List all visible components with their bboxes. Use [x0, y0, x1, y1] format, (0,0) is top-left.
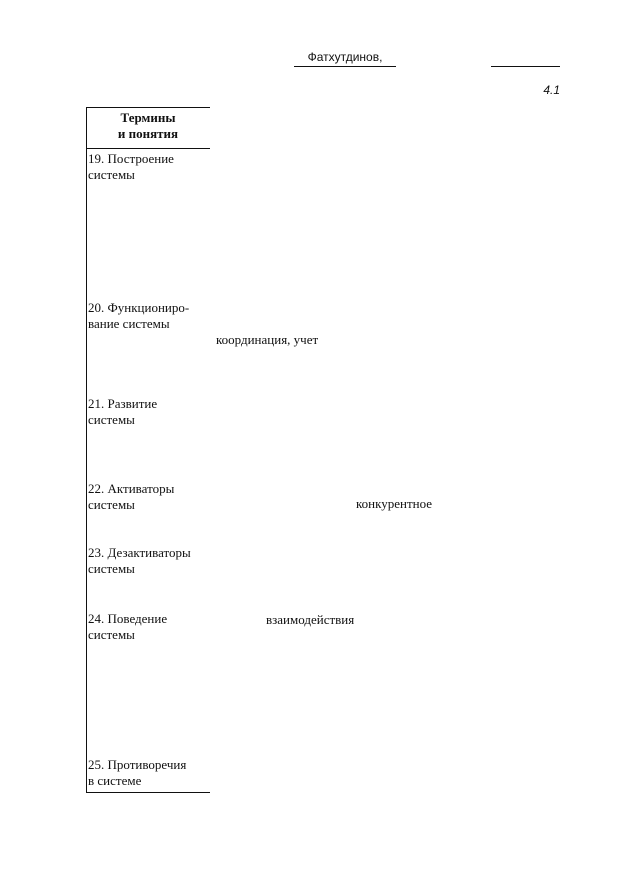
fragment-interaction: взаимодействия [266, 612, 355, 627]
fragment-coordination: координация, учет [216, 332, 319, 347]
table-header-rule [86, 148, 210, 149]
term-24 [88, 611, 210, 643]
table-bottom-rule [86, 792, 210, 793]
term-21-line2: системы [88, 412, 135, 427]
term-25-line2: в системе [88, 773, 142, 788]
term-23 [88, 545, 210, 577]
term-21 [88, 396, 210, 428]
author-underline [294, 66, 396, 67]
term-20-line2: вание системы [88, 316, 170, 331]
term-22-line1: 22. Активаторы [88, 481, 175, 496]
term-22-line2: системы [88, 497, 135, 512]
term-24-line1: 24. Поведение [88, 611, 168, 626]
term-20 [88, 300, 210, 332]
term-19-line2: системы [88, 167, 135, 182]
term-22 [88, 481, 210, 513]
term-19-line1: 19. Построение [88, 151, 174, 166]
table-number: 4.1 [543, 83, 560, 97]
term-25-line1: 25. Противоречия [88, 757, 187, 772]
author-name: Фатхутдинов, [307, 50, 383, 64]
term-21-line1: 21. Развитие [88, 396, 158, 411]
term-23-line2: системы [88, 561, 135, 576]
term-25 [88, 757, 210, 789]
term-23-line1: 23. Дезактиваторы [88, 545, 191, 560]
table-left-border [86, 107, 87, 793]
term-19 [88, 151, 210, 183]
term-20-line1: 20. Функциониро- [88, 300, 190, 315]
column-header-line2: и понятия [117, 126, 179, 141]
table-top-rule [86, 107, 210, 108]
term-24-line2: системы [88, 627, 135, 642]
column-header-line1: Термины [120, 110, 176, 125]
column-header [90, 110, 206, 142]
header-right-rule [491, 66, 560, 67]
fragment-competitive: конкурентное [356, 496, 433, 511]
